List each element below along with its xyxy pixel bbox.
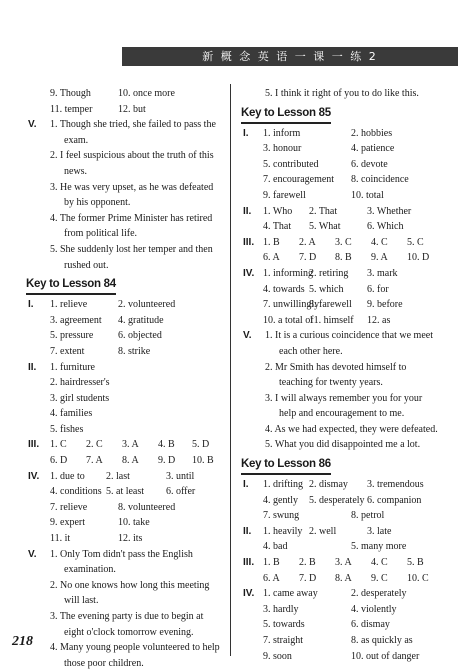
answer-text: 2. No one knows how long this meeting: [50, 579, 210, 591]
answer-line: [26, 500, 226, 516]
answer-text: from political life.: [64, 228, 138, 240]
answer-text: 3. A: [335, 557, 352, 569]
answer-text: 2. That: [309, 205, 338, 217]
answer-line: [26, 391, 226, 407]
answer-text: 5. at least: [106, 486, 145, 498]
answer-text: 4. towards: [263, 283, 305, 295]
answer-text: 1. Who: [263, 205, 293, 217]
answer-text: 4. As we had expected, they were defeated.: [265, 423, 438, 435]
answer-line: [241, 602, 445, 618]
answer-line: [241, 157, 445, 173]
answer-line: [26, 375, 226, 391]
lesson-85-answers: [241, 126, 445, 453]
answer-text: 2. volunteered: [118, 299, 176, 311]
header-band: [122, 47, 458, 66]
answer-text: 4. patience: [351, 143, 395, 155]
section-numeral: V.: [243, 330, 252, 342]
answer-text: 6. devote: [351, 158, 388, 170]
answer-text: 4. gently: [263, 494, 298, 506]
answer-text: 8. petrol: [351, 510, 385, 522]
answer-text: 5. What you did disappointed me a lot.: [265, 439, 421, 451]
answer-line: [26, 226, 226, 242]
answer-text: 5. D: [192, 439, 210, 451]
answer-text: 8. farewell: [309, 299, 352, 311]
answer-text: 10. take: [118, 517, 150, 529]
answer-text: 8. strike: [118, 345, 151, 357]
answer-text: 2. Mr Smith has devoted himself to: [265, 361, 407, 373]
answer-line: [26, 547, 226, 563]
answer-text: 12. but: [118, 103, 146, 115]
answer-text: 2. I feel suspicious about the truth of this: [50, 150, 214, 162]
answer-text: 3. I will always remember you for your: [265, 392, 423, 404]
section-numeral: III.: [243, 557, 255, 569]
answer-text: 5. which: [309, 283, 344, 295]
answer-line: [26, 437, 226, 453]
answer-text: 10. out of danger: [351, 650, 420, 662]
answer-text: 2. A: [299, 236, 316, 248]
answer-line: [241, 649, 445, 665]
section-numeral: IV.: [243, 588, 255, 600]
answer-line: [26, 211, 226, 227]
page-number: 218: [12, 634, 33, 649]
answer-line: [26, 469, 226, 485]
answer-line: [241, 344, 445, 360]
answer-text: 6. objected: [118, 330, 162, 342]
answer-text: 4. B: [158, 439, 175, 451]
answer-text: 7. relieve: [50, 501, 88, 513]
answer-text: 10. a total of: [263, 314, 314, 326]
answer-text: eight o'clock tomorrow evening.: [64, 626, 194, 638]
answer-line: [241, 282, 445, 298]
answer-text: 4. conditions: [50, 486, 102, 498]
answer-text: 8. A: [335, 572, 352, 584]
answer-text: 3. mark: [367, 267, 398, 279]
answer-text: 5. C: [407, 236, 424, 248]
answer-line: [26, 453, 226, 469]
answer-text: 9. Though: [50, 88, 91, 99]
section-numeral: V.: [28, 548, 37, 560]
answer-text: 8. as quickly as: [351, 635, 413, 646]
answer-line: [241, 313, 445, 329]
answer-text: 7. straight: [263, 635, 303, 646]
answer-text: 5. many more: [351, 541, 407, 553]
answer-text: 7. swung: [263, 510, 300, 522]
answer-text: 2. hairdresser's: [50, 377, 110, 389]
answer-text: 1. drifting: [263, 479, 303, 491]
answer-text: 9. soon: [263, 650, 292, 662]
answer-line: [26, 344, 226, 360]
answer-text: 9. farewell: [263, 189, 306, 201]
right-top-block: [241, 86, 445, 102]
answer-text: 3. late: [367, 525, 392, 537]
answer-line: [241, 204, 445, 220]
answer-line: [241, 360, 445, 376]
answer-text: 3. girl students: [50, 392, 110, 404]
answer-line: [241, 86, 445, 102]
answer-line: [26, 313, 226, 329]
answer-line: [241, 266, 445, 282]
answer-line: [26, 180, 226, 196]
answer-line: [241, 235, 445, 251]
answer-line: [26, 148, 226, 164]
answer-line: [241, 219, 445, 235]
answer-text: 7. unwillingly: [263, 299, 320, 311]
answer-text: 12. its: [118, 533, 143, 545]
answer-line: [26, 515, 226, 531]
answer-text: 1. inform: [263, 127, 301, 139]
answer-line: [241, 172, 445, 188]
answer-line: [26, 164, 226, 180]
answer-text: 2. last: [106, 470, 130, 482]
answer-line: [241, 375, 445, 391]
left-column: [26, 86, 226, 671]
lesson-86-heading: Key to Lesson 86: [241, 457, 331, 475]
lesson-86-heading-row: [241, 457, 445, 475]
answer-text: 4. gratitude: [118, 314, 164, 326]
answer-line: [26, 328, 226, 344]
answer-text: news.: [64, 165, 88, 177]
answer-line: [241, 250, 445, 266]
answer-text: 4. bad: [263, 541, 288, 553]
answer-text: teaching for twenty years.: [279, 377, 383, 389]
answer-line: [241, 571, 445, 587]
lesson-85-heading-row: [241, 106, 445, 124]
answer-text: 10. C: [407, 572, 429, 584]
answer-text: 1. furniture: [50, 361, 95, 373]
section-numeral: I.: [243, 479, 249, 491]
answer-line: [26, 593, 226, 609]
section-numeral: III.: [28, 439, 40, 451]
lesson-84-answers: [26, 297, 226, 671]
answer-text: 1. Though she tried, she failed to pass the: [50, 119, 216, 131]
lesson-86-answers: [241, 477, 445, 664]
answer-text: will last.: [64, 595, 99, 607]
answer-text: 6. A: [263, 572, 280, 584]
answer-text: 3. agreement: [50, 314, 102, 326]
answer-text: 3. He was very upset, as he was defeated: [50, 181, 214, 193]
answer-line: [241, 406, 445, 422]
answer-text: 6. Which: [367, 221, 404, 233]
answer-line: [26, 133, 226, 149]
answer-text: 9. A: [371, 252, 388, 264]
answer-text: 1. heavily: [263, 525, 303, 537]
column-divider: [230, 84, 231, 656]
answer-line: [26, 406, 226, 422]
answer-text: 3. C: [335, 236, 352, 248]
answer-line: [26, 195, 226, 211]
answer-line: [241, 493, 445, 509]
answer-line: [241, 141, 445, 157]
answer-line: [26, 422, 226, 438]
answer-line: [241, 422, 445, 438]
answer-line: [26, 609, 226, 625]
answer-line: [26, 360, 226, 376]
answer-line: [26, 117, 226, 133]
answer-line: [241, 617, 445, 633]
answer-text: 4. Many young people volunteered to help: [50, 642, 220, 654]
answer-text: 9. D: [158, 455, 176, 467]
answer-text: 5. contributed: [263, 158, 319, 170]
answer-text: 10. D: [407, 252, 430, 264]
answer-text: 2. dismay: [309, 479, 348, 491]
answer-line: [26, 242, 226, 258]
answer-text: 3. The evening party is due to begin at: [50, 611, 204, 622]
answer-line: [241, 437, 445, 453]
answer-text: those poor children.: [64, 657, 144, 669]
answer-text: 2. hobbies: [351, 127, 393, 139]
answer-line: [241, 391, 445, 407]
section-numeral: IV.: [28, 470, 40, 482]
answer-text: 4. C: [371, 236, 388, 248]
answer-text: 11. himself: [309, 314, 354, 326]
answer-text: 7. D: [299, 252, 317, 264]
answer-text: 4. families: [50, 408, 93, 420]
answer-text: 11. it: [50, 533, 71, 545]
answer-text: 2. B: [299, 557, 316, 569]
answer-line: [26, 484, 226, 500]
answer-text: 1. B: [263, 557, 280, 569]
answer-text: 10. once more: [118, 88, 175, 99]
answer-text: 6. companion: [367, 494, 422, 506]
answer-text: 4. That: [263, 221, 292, 233]
answer-text: 3. Whether: [367, 205, 412, 217]
answer-line: [26, 656, 226, 671]
answer-text: 4. The former Prime Minister has retired: [50, 212, 213, 224]
answer-text: 7. extent: [50, 345, 85, 357]
answer-text: 6. for: [367, 283, 389, 295]
section-numeral: I.: [28, 299, 34, 311]
answer-text: by his opponent.: [64, 197, 131, 209]
answer-text: 8. B: [335, 252, 352, 264]
answer-text: 3. honour: [263, 143, 302, 155]
section-numeral: II.: [243, 525, 252, 537]
answer-text: 7. D: [299, 572, 317, 584]
lesson-84-heading: Key to Lesson 84: [26, 277, 116, 295]
answer-text: 9. before: [367, 299, 403, 311]
answer-text: examination.: [64, 564, 116, 576]
answer-text: 8. A: [122, 455, 139, 467]
section-numeral: V.: [28, 119, 37, 131]
answer-text: 9. C: [371, 572, 388, 584]
answer-text: 2. desperately: [351, 588, 407, 600]
answer-line: [26, 625, 226, 641]
answer-line: [241, 328, 445, 344]
answer-text: help and encouragement to me.: [279, 408, 405, 420]
answer-line: [26, 578, 226, 594]
answer-text: 1. due to: [50, 470, 85, 482]
answer-text: 5. I think it right of you to do like this.: [265, 88, 419, 99]
answer-line: [26, 297, 226, 313]
section-numeral: II.: [243, 205, 252, 217]
section-numeral: III.: [243, 236, 255, 248]
answer-text: 6. D: [50, 455, 68, 467]
answer-text: 3. hardly: [263, 603, 299, 615]
answer-line: [241, 297, 445, 313]
answer-text: 3. until: [166, 470, 195, 482]
answer-text: 12. as: [367, 314, 391, 326]
answer-line: [241, 633, 445, 649]
answer-text: 6. offer: [166, 486, 196, 498]
answer-text: 1. It is a curious coincidence that we meet: [265, 330, 433, 342]
answer-line: [241, 555, 445, 571]
answer-line: [26, 640, 226, 656]
answer-text: 1. came away: [263, 588, 318, 600]
answer-text: 8. volunteered: [118, 501, 176, 513]
answer-text: exam.: [64, 134, 89, 146]
answer-text: 6. dismay: [351, 619, 390, 631]
answer-line: [241, 586, 445, 602]
answer-text: 5. desperately: [309, 494, 365, 506]
answer-text: 4. C: [371, 557, 388, 569]
answer-text: 1. Only Tom didn't pass the English: [50, 548, 193, 560]
answer-text: 2. well: [309, 525, 337, 537]
right-column: [241, 86, 445, 664]
answer-text: 5. She suddenly lost her temper and then: [50, 243, 213, 255]
answer-text: 11. temper: [50, 103, 93, 115]
answer-line: [241, 477, 445, 493]
answer-text: 8. coincidence: [351, 174, 409, 186]
answer-line: [241, 126, 445, 142]
answer-text: 3. tremendous: [367, 479, 424, 491]
answer-line: [241, 524, 445, 540]
answer-text: 7. A: [86, 455, 103, 467]
answer-line: [26, 86, 226, 102]
answer-text: 5. What: [309, 221, 341, 233]
answer-line: [26, 102, 226, 118]
answer-text: each other here.: [279, 345, 343, 357]
answer-line: [26, 562, 226, 578]
section-numeral: I.: [243, 127, 249, 139]
answer-text: 6. A: [263, 252, 280, 264]
answer-text: 10. B: [192, 455, 214, 467]
answer-text: 2. retiring: [309, 267, 349, 279]
answer-line: [241, 508, 445, 524]
answer-text: 3. A: [122, 439, 139, 451]
answer-text: 9. expert: [50, 517, 85, 529]
answer-line: [241, 188, 445, 204]
answer-text: 5. B: [407, 557, 424, 569]
answer-text: 1. relieve: [50, 299, 88, 311]
answer-text: 5. pressure: [50, 330, 94, 342]
answer-line: [241, 539, 445, 555]
answer-text: 10. total: [351, 189, 384, 201]
answer-text: 7. encouragement: [263, 174, 335, 186]
section-numeral: II.: [28, 361, 37, 373]
answer-text: 1. C: [50, 439, 67, 451]
answer-text: 2. C: [86, 439, 103, 451]
answer-text: 5. towards: [263, 619, 305, 631]
answer-line: [26, 531, 226, 547]
answer-text: 1. B: [263, 236, 280, 248]
answer-text: rushed out.: [64, 259, 109, 271]
header-title: 新 概 念 英 语 一 课 一 练 2: [202, 50, 378, 63]
answer-text: 5. fishes: [50, 423, 84, 435]
answer-text: 4. violently: [351, 603, 397, 615]
answer-line: [26, 258, 226, 274]
section-numeral: IV.: [243, 267, 255, 279]
lesson-84-heading-row: [26, 277, 226, 295]
lesson-85-heading: Key to Lesson 85: [241, 106, 331, 124]
left-top-block: [26, 86, 226, 273]
answer-text: 1. informing: [263, 267, 313, 279]
